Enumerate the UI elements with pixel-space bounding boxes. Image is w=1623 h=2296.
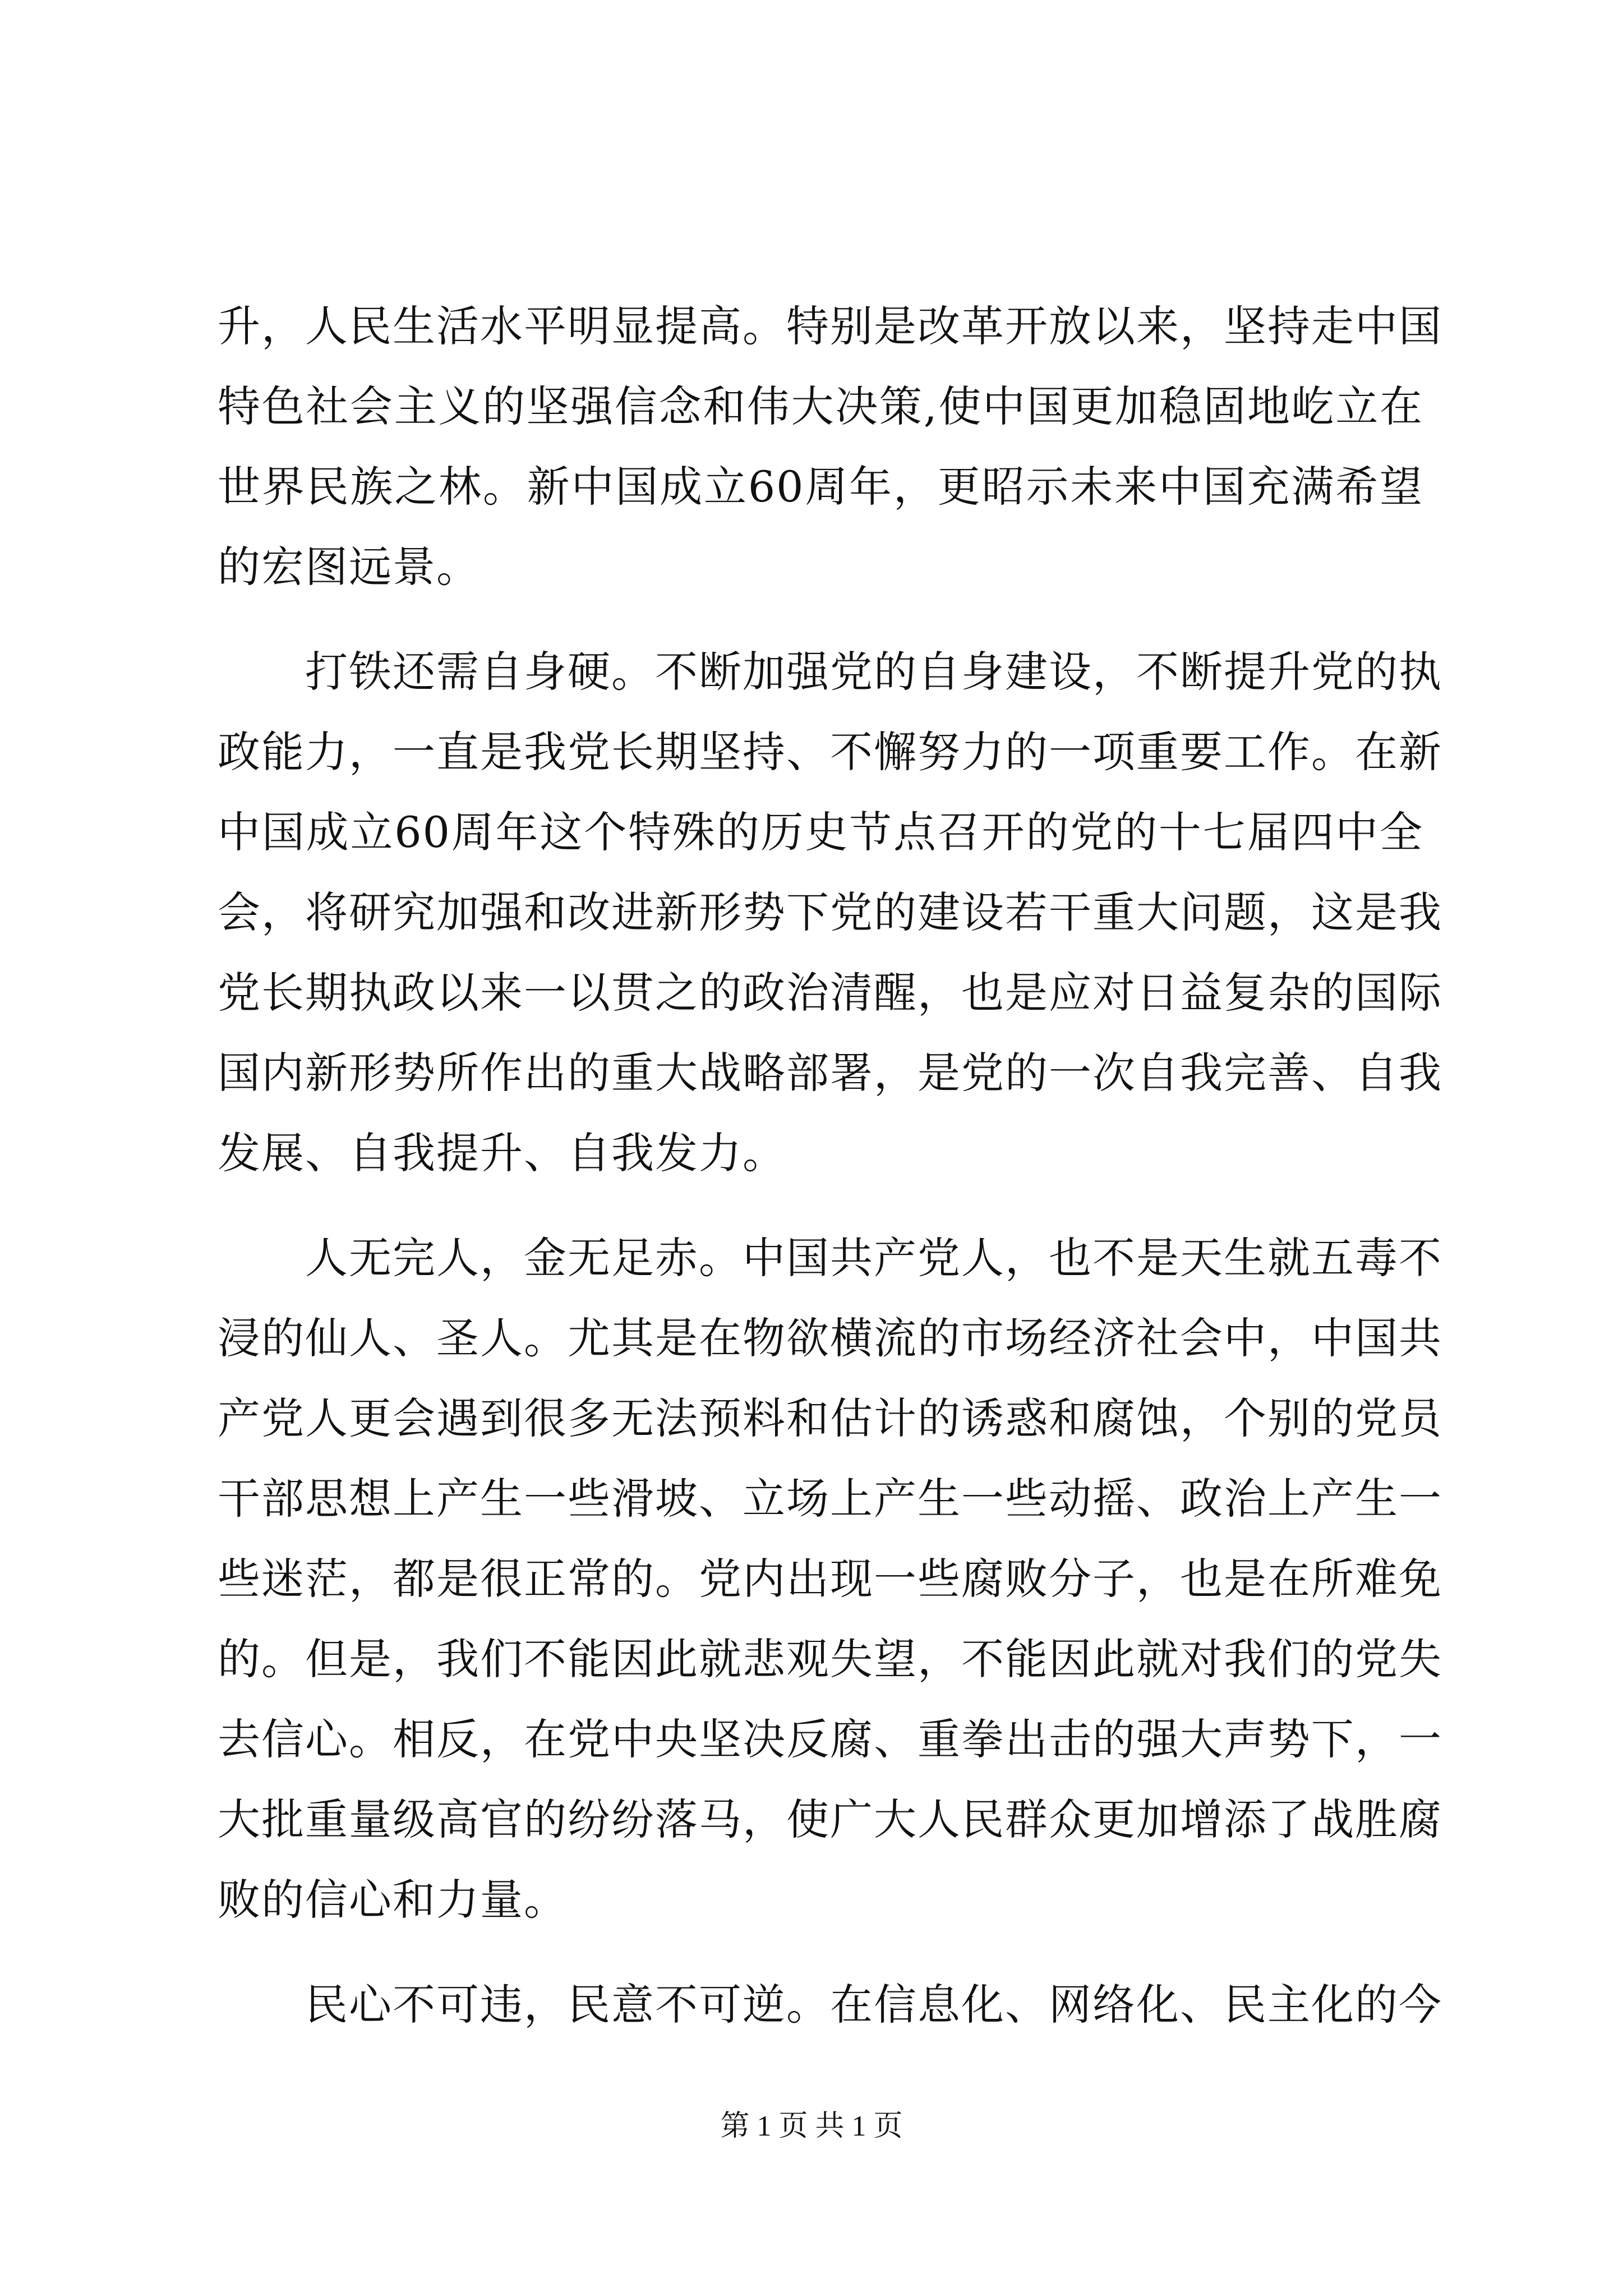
text-line: 产党人更会遇到很多无法预料和估计的诱惑和腐蚀，个别的党员 — [218, 1393, 1442, 1443]
text-line: 去信心。相反，在党中央坚决反腐、重拳出击的强大声势下，一 — [218, 1714, 1442, 1764]
document-body — [218, 286, 1442, 2045]
text-line: 人无完人，金无足赤。中国共产党人，也不是天生就五毒不 — [305, 1233, 1442, 1283]
paragraph-4 — [218, 1964, 1442, 2045]
text-line: 些迷茫，都是很正常的。党内出现一些腐败分子，也是在所难免 — [218, 1554, 1442, 1604]
page-footer — [0, 2107, 1623, 2146]
paragraph-1 — [218, 286, 1442, 607]
text-line: 大批重量级高官的纷纷落马，使广大人民群众更加增添了战胜腐 — [218, 1795, 1442, 1844]
text-line: 民心不可违，民意不可逆。在信息化、网络化、民主化的今 — [305, 1980, 1442, 2030]
text-line: 特色社会主义的坚强信念和伟大决策,使中国更加稳固地屹立在 — [218, 381, 1423, 431]
text-line: 政能力，一直是我党长期坚持、不懈努力的一项重要工作。在新 — [218, 727, 1442, 777]
text-line: 的宏图远景。 — [218, 542, 480, 592]
text-line: 会，将研究加强和改进新形势下党的建设若干重大问题，这是我 — [218, 887, 1442, 937]
page-number: 第 1 页 共 1 页 — [720, 2110, 903, 2142]
paragraph-2 — [218, 632, 1442, 1193]
text-line: 败的信心和力量。 — [218, 1875, 568, 1925]
text-line: 浸的仙人、圣人。尤其是在物欲横流的市场经济社会中，中国共 — [218, 1313, 1442, 1363]
text-line: 发展、自我提升、自我发力。 — [218, 1128, 786, 1178]
text-line: 国内新形势所作出的重大战略部署，是党的一次自我完善、自我 — [218, 1048, 1442, 1098]
text-line: 升，人民生活水平明显提高。特别是改革开放以来，坚持走中国 — [218, 301, 1442, 351]
text-line: 党长期执政以来一以贯之的政治清醒，也是应对日益复杂的国际 — [218, 968, 1442, 1018]
text-line: 中国成立60周年这个特殊的历史节点召开的党的十七届四中全 — [218, 807, 1423, 857]
text-line: 干部思想上产生一些滑坡、立场上产生一些动摇、政治上产生一 — [218, 1474, 1442, 1524]
text-line: 世界民族之林。新中国成立60周年，更昭示未来中国充满希望 — [218, 462, 1423, 512]
text-line: 打铁还需自身硬。不断加强党的自身建设，不断提升党的执 — [305, 647, 1442, 697]
paragraph-3 — [218, 1218, 1442, 1940]
text-line: 的。但是，我们不能因此就悲观失望，不能因此就对我们的党失 — [218, 1634, 1442, 1684]
